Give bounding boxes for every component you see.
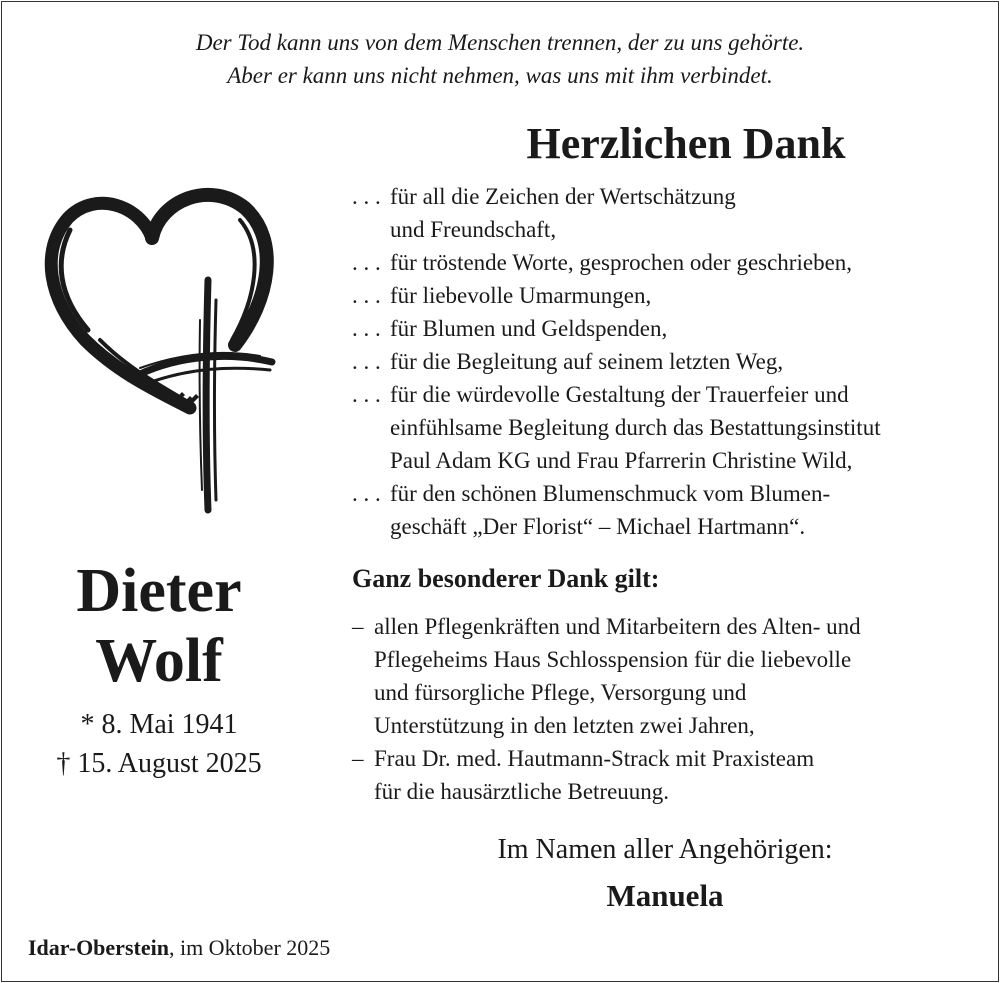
motto: [0, 26, 1000, 92]
thanks-item-line: für all die Zeichen der Wertschätzung: [390, 184, 736, 209]
thanks-item-bullet: . . .: [352, 184, 381, 209]
closing-text: Im Namen aller Angehörigen:: [497, 834, 833, 865]
thanks-item: [352, 345, 992, 378]
thanks-item-bullet: . . .: [352, 316, 381, 341]
thanks-item: [352, 246, 992, 279]
special-thanks-list: [352, 610, 992, 808]
thanks-item: [352, 180, 992, 246]
thanks-item-line: für die Begleitung auf seinem letzten Weg,: [390, 349, 784, 374]
thanks-item-line: einfühlsame Begleitung durch das Bestattungsinstitut: [390, 415, 881, 440]
special-thanks-item: [352, 610, 992, 742]
special-thanks-item-line: allen Pflegenkräften und Mitarbeitern des Alten- und: [374, 614, 861, 639]
thanks-item-line: für Blumen und Geldspenden,: [390, 316, 668, 341]
thanks-item-line: für die würdevolle Gestaltung der Trauerfeier und: [390, 382, 849, 407]
special-thanks-item-line: für die hausärztliche Betreuung.: [374, 779, 670, 804]
footer-place: Idar-Oberstein: [28, 935, 169, 960]
signature: Manuela: [606, 878, 724, 913]
special-thanks-item-bullet: –: [352, 746, 364, 771]
deceased-last-name: Wolf: [95, 627, 223, 695]
thanks-item-bullet: . . .: [352, 283, 381, 308]
thanks-item-bullet: . . .: [352, 250, 381, 275]
special-thanks-item-line: und fürsorgliche Pflege, Versorgung und: [374, 680, 747, 705]
thanks-item-bullet: . . .: [352, 481, 381, 506]
thanks-item-line: für tröstende Worte, gesprochen oder geschrieben,: [390, 250, 853, 275]
special-thanks-item: [352, 742, 992, 808]
thanks-item-bullet: . . .: [352, 382, 381, 407]
heart-with-cross-icon: [40, 180, 290, 520]
thanks-list: [352, 180, 992, 543]
thanks-item-line: geschäft „Der Florist“ – Michael Hartmann“.: [390, 514, 806, 539]
special-thanks-item-line: Pflegeheims Haus Schlosspension für die liebevolle: [374, 647, 852, 672]
thanks-item: [352, 279, 992, 312]
death-date: † 15. August 2025: [56, 748, 262, 779]
thanks-item-line: für liebevolle Umarmungen,: [390, 283, 652, 308]
special-thanks-item-bullet: –: [352, 614, 364, 639]
thanks-item-line: und Freundschaft,: [390, 217, 557, 242]
motto-line-2: Aber er kann uns nicht nehmen, was uns mit ihm verbindet.: [227, 63, 773, 88]
footer: [28, 933, 330, 963]
thanks-item-line: Paul Adam KG und Frau Pfarrerin Christine Wild,: [390, 448, 853, 473]
thanks-item: [352, 312, 992, 345]
motto-line-1: Der Tod kann uns von dem Menschen trennen, der zu uns gehörte.: [195, 30, 805, 55]
special-thanks-heading: Ganz besonderer Dank gilt:: [352, 564, 660, 593]
special-thanks-item-line: Frau Dr. med. Hautmann-Strack mit Praxisteam: [374, 746, 815, 771]
thanks-item: [352, 378, 992, 477]
thanks-item: [352, 477, 992, 543]
deceased-first-name: Dieter: [76, 557, 242, 625]
thanks-heading: Herzlichen Dank: [526, 119, 846, 168]
special-thanks-item-line: Unterstützung in den letzten zwei Jahren,: [374, 713, 755, 738]
thanks-item-line: für den schönen Blumenschmuck vom Blumen-: [390, 481, 831, 506]
footer-date: , im Oktober 2025: [168, 935, 331, 960]
birth-date: * 8. Mai 1941: [80, 709, 238, 740]
thanks-item-bullet: . . .: [352, 349, 381, 374]
